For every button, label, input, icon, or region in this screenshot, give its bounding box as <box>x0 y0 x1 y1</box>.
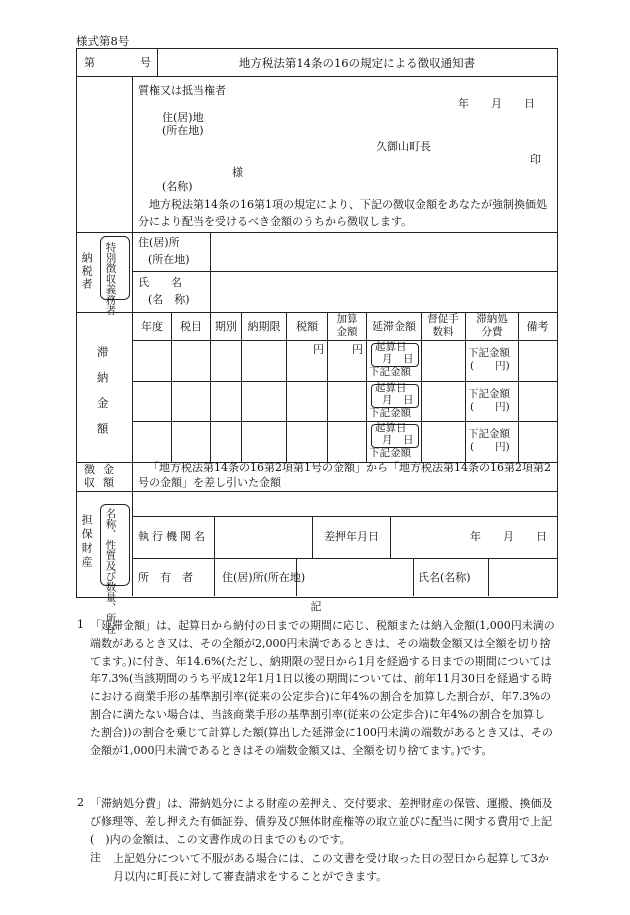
col-delinquency-charge: 延滞金額 <box>372 320 416 333</box>
seizure-date-label: 差押年月日 <box>324 530 379 543</box>
note-1-text: 「延滞金額」は、起算日から納付の日までの期間に応じ、税額または納入金額(1,000円未満の端数があるとき又は、その全額が2,000円未満であるときは、その端数金額又は全額を切り捨てます。)に付き、年14.6%(ただし、納期限の翌日から1月を経過する日までの期間については年7.3%(当該期間のうち平成12年1月1日以後の期間については、前年11月30日を経過する時における商業手形の基準割引率(従来の公定歩合)に年4%の割合を加算した割合が、年7.3%の割合に満たない場合は、当該商業手形の基準割引率(従来の公定歩合)に年4%の割合を加算した割合))の割合を乗じて計算した額(算出した延滞金に100円未満の端数があるとき又は、その金額が1,000円未満であるときはその端数金額又は、全額を切り捨てます。)です。 <box>90 619 555 757</box>
shobun-below: 下記金額 <box>468 347 510 359</box>
kisan-below: 下記金額 <box>369 447 411 459</box>
taxpayer-name-label-2: (名 称) <box>148 293 190 306</box>
seal-mark: 印 <box>530 153 541 166</box>
shobun-yen: ( 円) <box>470 360 510 372</box>
notes-heading: 記 <box>310 600 322 613</box>
shobun-yen: ( 円) <box>470 401 510 413</box>
note-1-number: 1 <box>77 618 84 631</box>
kisan-below: 下記金額 <box>369 366 411 378</box>
taxpayer-label: 納税者 <box>80 252 94 291</box>
col-year: 年度 <box>141 320 163 333</box>
col-tax-amount: 税額 <box>296 320 318 333</box>
taxpayer-address-label: 住(居)所 <box>138 236 180 249</box>
col-remarks: 備考 <box>526 320 549 333</box>
honorific-sama: 様 <box>232 166 243 179</box>
taxpayer-address-label-2: (所在地) <box>148 253 190 266</box>
kisan-date: 月 日 <box>382 353 414 365</box>
kisan-label: 起算日 <box>375 341 407 353</box>
issue-date: 年 月 日 <box>458 97 535 110</box>
owner-name-label: 氏名(名称) <box>418 571 471 584</box>
form-number: 様式第8号 <box>76 34 130 48</box>
caution-text: 上記処分について不服がある場合には、この文書を受け取った日の翌日から起算して3か月以内に町長に対して審査請求をすることができます。 <box>113 852 549 883</box>
kisan-date: 月 日 <box>382 394 414 406</box>
special-collector-label: 特別徴収義務者 <box>104 242 117 316</box>
note-2-text: 「滞納処分費」は、滞納処分による財産の差押え、交付要求、差押財産の保管、運搬、換価及び修理等、差し押えた有価証券、債券及び無体財産権等の取立並びに配当に関する費用で上記( )内の金額は、この文書作成の日までのものです。 <box>90 797 553 846</box>
kisan-date: 月 日 <box>382 434 414 446</box>
kisan-label: 起算日 <box>375 422 407 434</box>
col-additional-amount: 加算金額 <box>336 313 358 338</box>
recipient-name-label: (名称) <box>162 180 193 193</box>
recipient-role: 質権又は抵当権者 <box>138 84 226 97</box>
collateral-sub-label: 名称、性質及び数量、所在 <box>104 508 117 634</box>
col-tax-item: 税目 <box>180 320 202 333</box>
collection-amount-text: 「地方税法第14条の16第2項第1号の金額」から「地方税法第14条の16第2項第2号の金額」を差し引いた金額 <box>138 461 551 489</box>
yen-additional: 円 <box>352 343 363 356</box>
arrears-label: 滞納金額 <box>95 346 110 448</box>
note-2-number: 2 <box>77 796 84 809</box>
doc-number-label: 第 <box>84 56 95 69</box>
owner-label: 所 有 者 <box>138 571 193 584</box>
recipient-address-label-2: (所在地) <box>162 124 204 137</box>
owner-address-label: 住(居)所(所在地) <box>222 571 306 584</box>
kisan-label: 起算日 <box>375 382 407 394</box>
collection-amount-label: 徴金収額 <box>84 463 122 489</box>
caution-label: 注 <box>90 851 101 864</box>
doc-number-suffix: 号 <box>140 56 151 69</box>
shobun-yen: ( 円) <box>470 441 510 453</box>
executor-label: 執行機関名 <box>138 530 208 543</box>
col-due-date: 納期限 <box>247 320 281 333</box>
issuer-name: 久御山町長 <box>376 140 431 153</box>
taxpayer-name-label: 氏 名 <box>138 276 182 289</box>
notice-body: 地方税法第14条の16第1項の規定により、下記の徴収金額をあなたが強制換価処分により配当を受けるべき金額のうちから徴収します。 <box>138 198 547 228</box>
col-period: 期別 <box>215 320 237 333</box>
shobun-below: 下記金額 <box>468 428 510 440</box>
seizure-date: 年 月 日 <box>470 530 547 543</box>
shobun-below: 下記金額 <box>468 388 510 400</box>
collateral-label: 担保財産 <box>80 514 94 570</box>
col-demand-fee: 督促手数料 <box>427 313 459 338</box>
yen-tax: 円 <box>313 343 324 356</box>
recipient-address-label: 住(居)地 <box>162 111 204 124</box>
col-disposition-cost: 滞納処分費 <box>476 313 508 338</box>
document-title: 地方税法第14条の16の規定による徴収通知書 <box>238 56 476 70</box>
kisan-below: 下記金額 <box>369 407 411 419</box>
